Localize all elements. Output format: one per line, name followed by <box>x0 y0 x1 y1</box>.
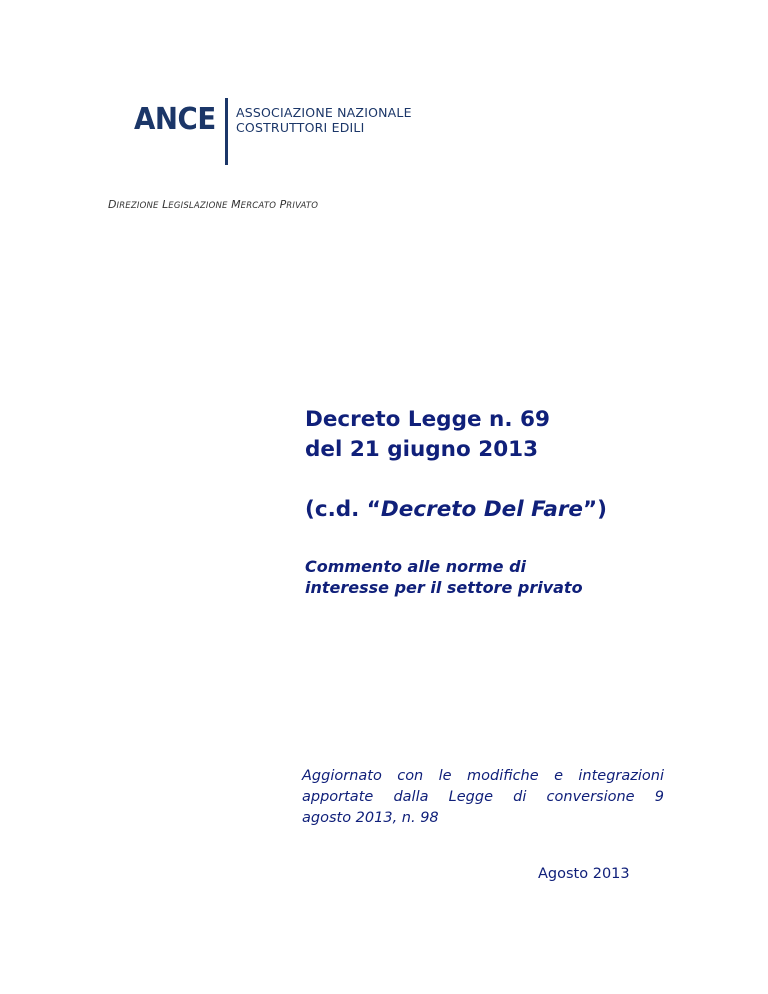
logo-association-name <box>236 105 412 135</box>
logo-acronym: ANCE <box>134 102 216 137</box>
title-line2: del 21 giugno 2013 <box>305 437 539 462</box>
publication-date: Agosto 2013 <box>538 866 630 882</box>
subtitle-prefix: (c.d. “ <box>305 497 381 522</box>
document-title <box>305 405 550 465</box>
update-note <box>302 766 664 829</box>
document-subtitle <box>305 495 607 525</box>
description-line1: Commento alle norme di <box>305 557 527 576</box>
logo-name-line2: COSTRUTTORI EDILI <box>236 120 365 135</box>
update-line3: agosto 2013, n. 98 <box>302 810 439 826</box>
logo-divider <box>225 98 228 165</box>
ance-logo <box>134 98 434 166</box>
logo-name-line1: ASSOCIAZIONE NAZIONALE <box>236 105 412 120</box>
title-line1: Decreto Legge n. 69 <box>305 407 550 432</box>
department-heading: DIREZIONE LEGISLAZIONE MERCATO PRIVATO <box>108 198 319 211</box>
update-line1: Aggiornato con le modifiche e integrazioni <box>302 768 664 784</box>
subtitle-suffix: ”) <box>583 497 607 522</box>
document-description <box>305 556 583 598</box>
update-line2: apportate dalla Legge di conversione 9 <box>302 789 664 805</box>
subtitle-decree-name: Decreto Del Fare <box>380 497 584 522</box>
description-line2: interesse per il settore privato <box>305 578 583 597</box>
